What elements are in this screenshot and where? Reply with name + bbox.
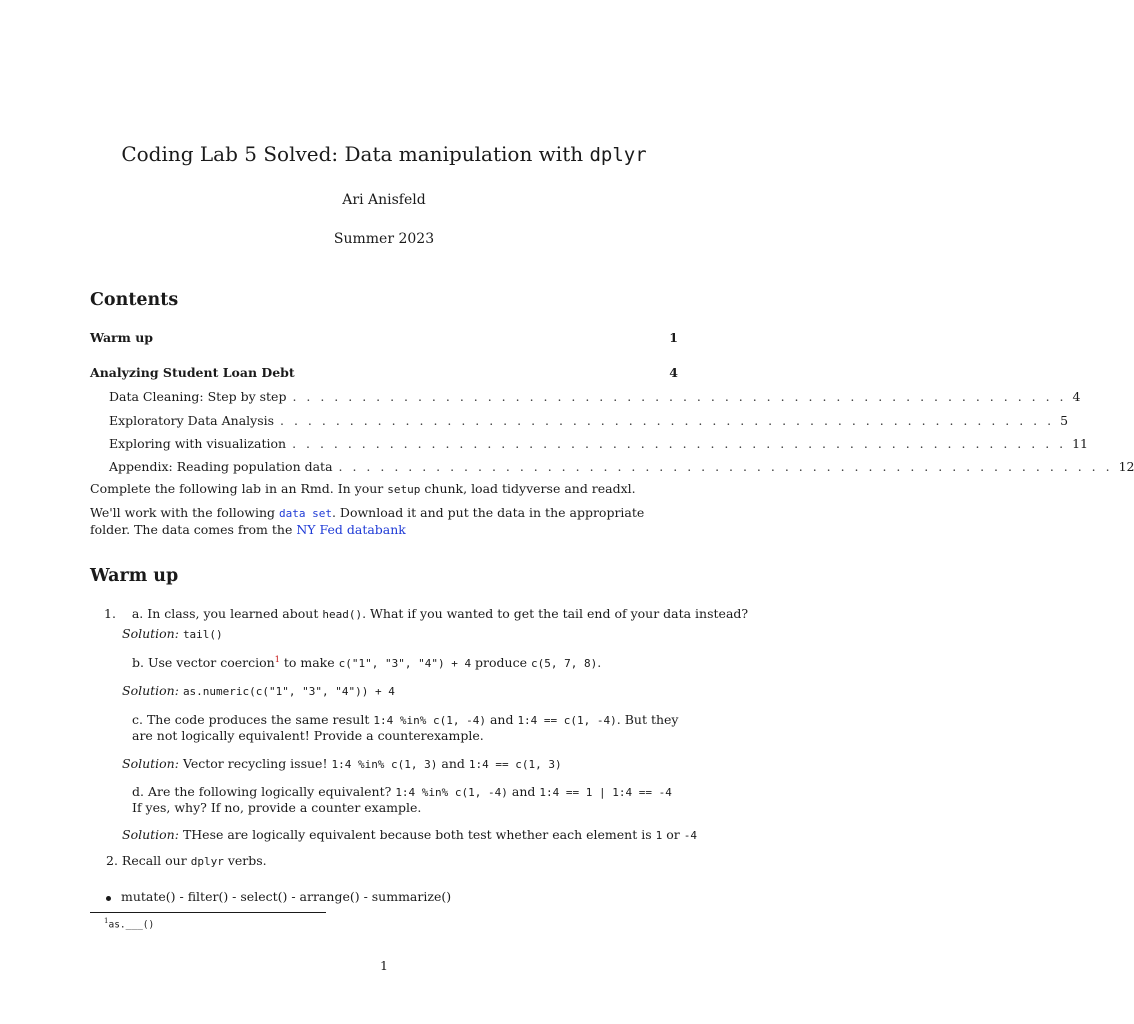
title-code: dplyr xyxy=(589,144,647,166)
toc-entry[interactable]: Data Cleaning: Step by step . . . . . . . . . . . . . . . . . . . . . . . . . . . . . . . . . . . . . . . . . . . . . . . . . . . . . . . . 4 xyxy=(109,389,1081,404)
question-1c: c. The code produces the same result 1:4 %in% c(1, -4) and 1:4 == c(1, -4). But they are not logically equivalent! Provide a counterexample. xyxy=(132,712,679,744)
question-1d: d. Are the following logically equivalent? 1:4 %in% c(1, -4) and 1:4 == 1 | 1:4 == -4 If yes, why? If no, provide a counter example. xyxy=(132,784,672,816)
toc-leader: . . . . . . . . . . . . . . . . . . . . . . . . . . . . . . . . . . . . . . . . . . . . . . . . . . . . . . . . xyxy=(292,436,1067,451)
toc-leader: . . . . . . . . . . . . . . . . . . . . . . . . . . . . . . . . . . . . . . . . . . . . . . . . . . . . . . . . xyxy=(338,459,1113,474)
toc-entry[interactable]: Appendix: Reading population data . . . . . . . . . . . . . . . . . . . . . . . . . . . . . . . . . . . . . . . . . . . . . . . . . . . . . . . . 12 xyxy=(109,459,1134,474)
data-set-link[interactable]: data set xyxy=(278,507,332,520)
toc-leader: . . . . . . . . . . . . . . . . . . . . . . . . . . . . . . . . . . . . . . . . . . . . . . . . . . . . . . . . xyxy=(292,389,1067,404)
warm-up-heading: Warm up xyxy=(90,566,179,586)
toc-entry[interactable]: Exploratory Data Analysis . . . . . . . . . . . . . . . . . . . . . . . . . . . . . . . . . . . . . . . . . . . . . . . . . . . . . . . . 5 xyxy=(109,413,1069,428)
question-1b: b. Use vector coercion$^1$ to make c("1", "3", "4") + 4 produce c(5, 7, 8). xyxy=(132,655,602,671)
toc-entry[interactable]: Warm up 1 xyxy=(90,330,678,345)
footnote-rule xyxy=(90,912,326,913)
solution-1a: Solution: tail() xyxy=(122,626,223,641)
bullet-item: mutate() - filter() - select() - arrange() - summarize() xyxy=(121,889,452,904)
bullet-marker xyxy=(106,896,111,901)
footnote: $^1$as.___() xyxy=(104,917,155,931)
date: Summer 2023 xyxy=(333,231,435,247)
toc-entry[interactable]: Exploring with visualization . . . . . . . . . . . . . . . . . . . . . . . . . . . . . . . . . . . . . . . . . . . . . . . . . . . . . . . . 11 xyxy=(109,436,1089,451)
question-1a: 1. a. In class, you learned about head(). What if you wanted to get the tail end of your data instead? xyxy=(104,606,749,621)
footnote-marker[interactable]: 1 xyxy=(274,655,280,664)
solution-1b: Solution: as.numeric(c("1", "3", "4")) + 4 xyxy=(122,683,395,698)
author: Ari Anisfeld xyxy=(342,192,426,208)
intro-paragraph-2: We'll work with the following data set. Download it and put the data in the appropriate folder. The data comes from the NY Fed databank xyxy=(90,505,645,537)
question-2: 2. Recall our dplyr verbs. xyxy=(106,853,267,868)
document-title: Coding Lab 5 Solved: Data manipulation with dplyr xyxy=(121,142,647,166)
toc-entry[interactable]: Analyzing Student Loan Debt 4 xyxy=(90,365,678,380)
ny-fed-databank-link[interactable]: NY Fed databank xyxy=(296,522,406,537)
contents-heading: Contents xyxy=(90,290,179,310)
toc-leader: . . . . . . . . . . . . . . . . . . . . . . . . . . . . . . . . . . . . . . . . . . . . . . . . . . . . . . . . xyxy=(280,413,1055,428)
page-number: 1 xyxy=(380,958,388,973)
solution-1d: Solution: THese are logically equivalent because both test whether each element is 1 or -4 xyxy=(122,827,697,842)
solution-1c: Solution: Vector recycling issue! 1:4 %in% c(1, 3) and 1:4 == c(1, 3) xyxy=(122,756,562,771)
intro-paragraph-1: Complete the following lab in an Rmd. In your setup chunk, load tidyverse and readxl. xyxy=(90,481,636,496)
